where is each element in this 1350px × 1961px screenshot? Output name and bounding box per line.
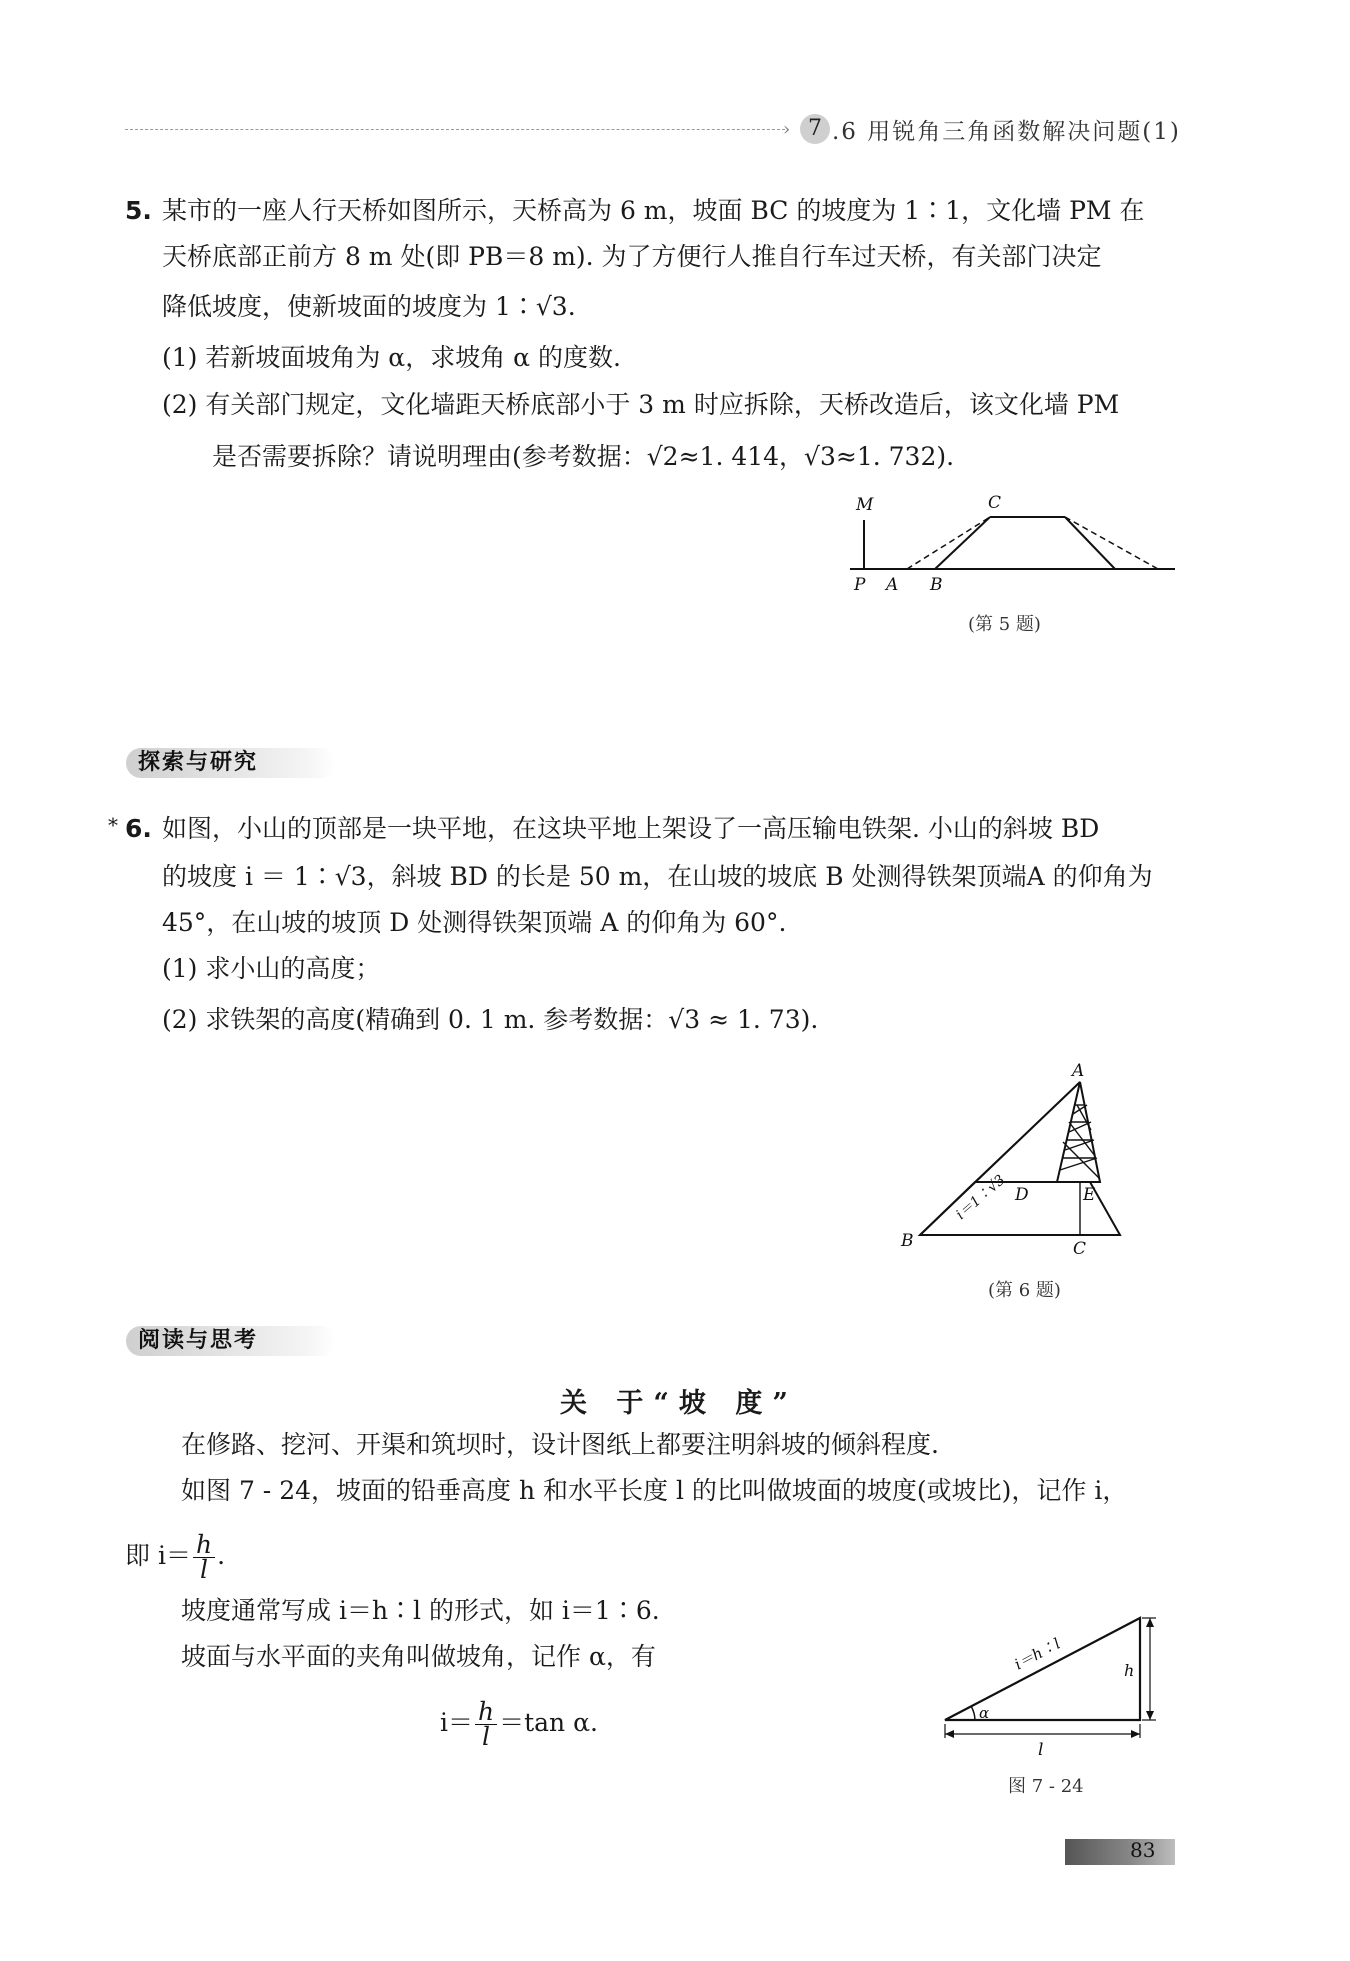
q6-label-b: B	[901, 1231, 914, 1251]
reading-p3-prefix: 即 i＝	[125, 1541, 191, 1570]
reading-p3	[125, 1530, 226, 1584]
q6-number: 6.	[125, 814, 152, 843]
q5-sub1: (1) 若新坡面坡角为 α，求坡角 α 的度数.	[162, 343, 621, 372]
q5-sub2-line1: (2) 有关部门规定，文化墙距天桥底部小于 3 m 时应拆除，天桥改造后，该文化墙 PM	[162, 390, 1120, 419]
fig-label-h: h	[1124, 1661, 1135, 1680]
q5-line3: 降低坡度，使新坡面的坡度为 1∶√3.	[162, 292, 576, 321]
section-banner-explore: 探索与研究	[126, 748, 336, 778]
q6-slope-label: i＝1∶√3	[953, 1172, 1009, 1224]
reading-title: 关 于“坡 度”	[560, 1388, 798, 1419]
q6-line2: 的坡度 i ＝ 1∶√3，斜坡 BD 的长是 50 m，在山坡的坡底 B 处测得铁架顶端A 的仰角为	[162, 862, 1153, 891]
q5-line2: 天桥底部正前方 8 m 处(即 PB＝8 m). 为了方便行人推自行车过天桥，有关部门决定	[162, 242, 1102, 271]
fig-label-l: l	[1038, 1740, 1044, 1760]
page-number-bar	[1065, 1839, 1175, 1865]
section-banner-read: 阅读与思考	[126, 1326, 336, 1356]
section-header-title: .6 用锐角三角函数解决问题(1)	[832, 119, 1181, 145]
reading-p2: 如图 7 - 24，坡面的铅垂高度 h 和水平长度 l 的比叫做坡面的坡度(或坡比)，记作 i，	[181, 1476, 1128, 1505]
formula-fraction	[475, 1697, 497, 1751]
q6-label-a: A	[1072, 1061, 1085, 1081]
formula-denominator: l	[482, 1722, 491, 1751]
reading-fraction	[193, 1530, 215, 1584]
fig-label-slope: i＝h∶l	[1011, 1634, 1064, 1674]
q5-number: 5.	[125, 196, 152, 225]
formula-left: i＝	[440, 1708, 473, 1737]
q6-hill-tower-figure	[895, 1060, 1165, 1260]
q6-label-c: C	[1073, 1239, 1087, 1259]
q5-label-b: B	[930, 575, 943, 595]
reading-p1: 在修路、挖河、开渠和筑坝时，设计图纸上都要注明斜坡的倾斜程度.	[181, 1430, 939, 1459]
formula-right: ＝tan α.	[499, 1708, 598, 1737]
reading-p3-suffix: .	[217, 1541, 226, 1570]
fraction-numerator: h	[193, 1533, 215, 1558]
q6-sub1: (1) 求小山的高度；	[162, 954, 381, 983]
fig-7-24-caption: 图 7 - 24	[1008, 1776, 1084, 1797]
q5-label-p: P	[854, 575, 866, 595]
q6-star-mark: *	[108, 813, 118, 837]
chapter-number-badge: 7	[800, 114, 830, 144]
q5-caption: (第 5 题)	[968, 614, 1041, 635]
page-number: 83	[1130, 1838, 1156, 1862]
q5-bridge-figure	[840, 490, 1190, 600]
q5-line1: 某市的一座人行天桥如图所示，天桥高为 6 m，坡面 BC 的坡度为 1∶1，文化墙 PM 在	[162, 196, 1145, 225]
header-rule	[125, 129, 785, 130]
q6-label-d: D	[1015, 1185, 1029, 1205]
q6-line1: 如图，小山的顶部是一块平地，在这块平地上架设了一高压输电铁架. 小山的斜坡 BD	[162, 814, 1100, 843]
fig-7-24-slope-triangle	[930, 1610, 1160, 1760]
q5-sub2-line2: 是否需要拆除？请说明理由(参考数据：√2≈1. 414，√3≈1. 732).	[212, 442, 955, 471]
q5-label-m: M	[856, 495, 874, 515]
reading-p4: 坡度通常写成 i＝h∶l 的形式，如 i＝1∶6.	[181, 1596, 660, 1625]
fig-label-alpha: α	[979, 1704, 990, 1722]
q6-line3: 45°，在山坡的坡顶 D 处测得铁架顶端 A 的仰角为 60°.	[162, 908, 787, 937]
q6-sub2: (2) 求铁架的高度(精确到 0. 1 m. 参考数据：√3 ≈ 1. 73).	[162, 1005, 819, 1034]
q5-label-c: C	[988, 493, 1002, 513]
q6-caption: (第 6 题)	[988, 1280, 1061, 1301]
tan-formula	[440, 1697, 598, 1751]
formula-numerator: h	[475, 1700, 497, 1725]
q5-label-a: A	[886, 575, 899, 595]
header-arrow-icon: ›	[783, 119, 791, 140]
q6-label-e: E	[1083, 1185, 1096, 1205]
reading-p5: 坡面与水平面的夹角叫做坡角，记作 α，有	[181, 1642, 656, 1671]
fraction-denominator: l	[200, 1555, 208, 1584]
